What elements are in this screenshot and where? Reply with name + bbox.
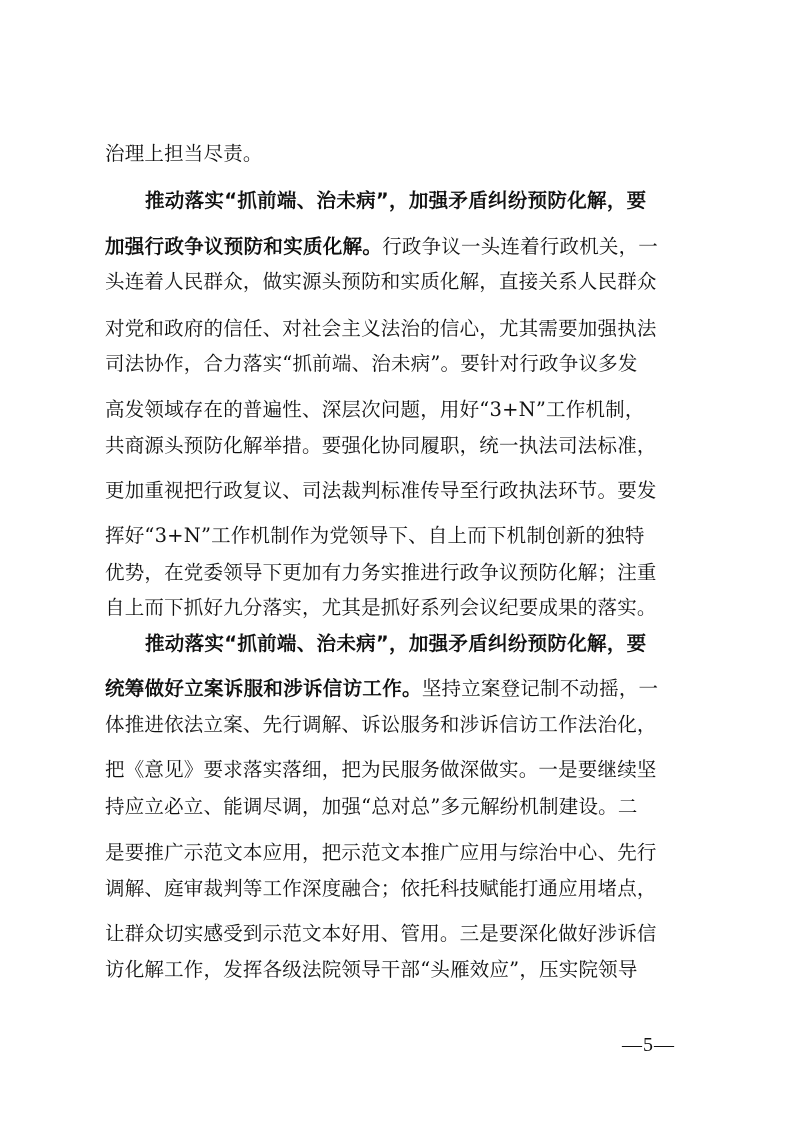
text-fragment: 坚持立案登记制不动摇，一: [421, 677, 659, 700]
section-2-heading-cont: 统筹做好立案诉服和涉诉信访工作。: [105, 677, 422, 700]
text-line: 让群众切实感受到示范文本好用、管用。三是要深化做好涉诉信: [105, 922, 657, 945]
text-line: 体推进依法立案、先行调解、诉讼服务和涉诉信访工作法治化，: [105, 713, 657, 736]
text-line: 更加重视把行政复议、司法裁判标准传导至行政执法环节。要发: [105, 479, 657, 502]
text-line: 把《意见》要求落实落细，把为民服务做深做实。一是要继续坚: [105, 758, 657, 781]
text-line: 高发领域存在的普遍性、深层次问题，用好“3+N”工作机制，: [105, 398, 645, 421]
text-line: 调解、庭审裁判等工作深度融合；依托科技赋能打通应用堵点，: [105, 877, 657, 900]
text-line: [105, 234, 690, 260]
text-line: 头连着人民群众，做实源头预防和实质化解，直接关系人民群众: [105, 270, 657, 293]
text-line: 优势，在党委领导下更加有力务实推进行政争议预防化解；注重: [105, 561, 657, 584]
text-line: 持应立必立、能调尽调，加强“总对总”多元解纷机制建设。二: [105, 795, 638, 818]
text-line: 挥好“3+N”工作机制作为党领导下、自上而下机制创新的独特: [105, 524, 645, 547]
text-fragment: 行政争议一头连着行政机关，一: [382, 235, 659, 258]
text-line: 治理上担当尽责。: [105, 142, 263, 165]
text-line: 自上而下抓好九分落实，尤其是抓好系列会议纪要成果的落实。: [105, 596, 657, 619]
text-line: 共商源头预防化解举措。要强化协同履职，统一执法司法标准，: [105, 434, 657, 457]
text-line: 是要推广示范文本应用，把示范文本推广应用与综治中心、先行: [105, 841, 657, 864]
section-2-heading: 推动落实“抓前端、治未病”，加强矛盾纠纷预防化解，要: [145, 632, 647, 655]
text-line: 对党和政府的信任、对社会主义法治的信心，尤其需要加强执法: [105, 317, 657, 340]
section-1-heading: 推动落实“抓前端、治未病”，加强矛盾纠纷预防化解，要: [145, 189, 647, 212]
text-line: 司法协作，合力落实“抓前端、治未病”。要针对行政争议多发: [105, 352, 638, 375]
text-line: [105, 676, 690, 702]
text-line: 访化解工作，发挥各级法院领导干部“头雁效应”，压实院领导: [105, 958, 638, 981]
page-number: —5—: [622, 1034, 675, 1056]
section-1-heading-cont: 加强行政争议预防和实质化解。: [105, 235, 383, 258]
